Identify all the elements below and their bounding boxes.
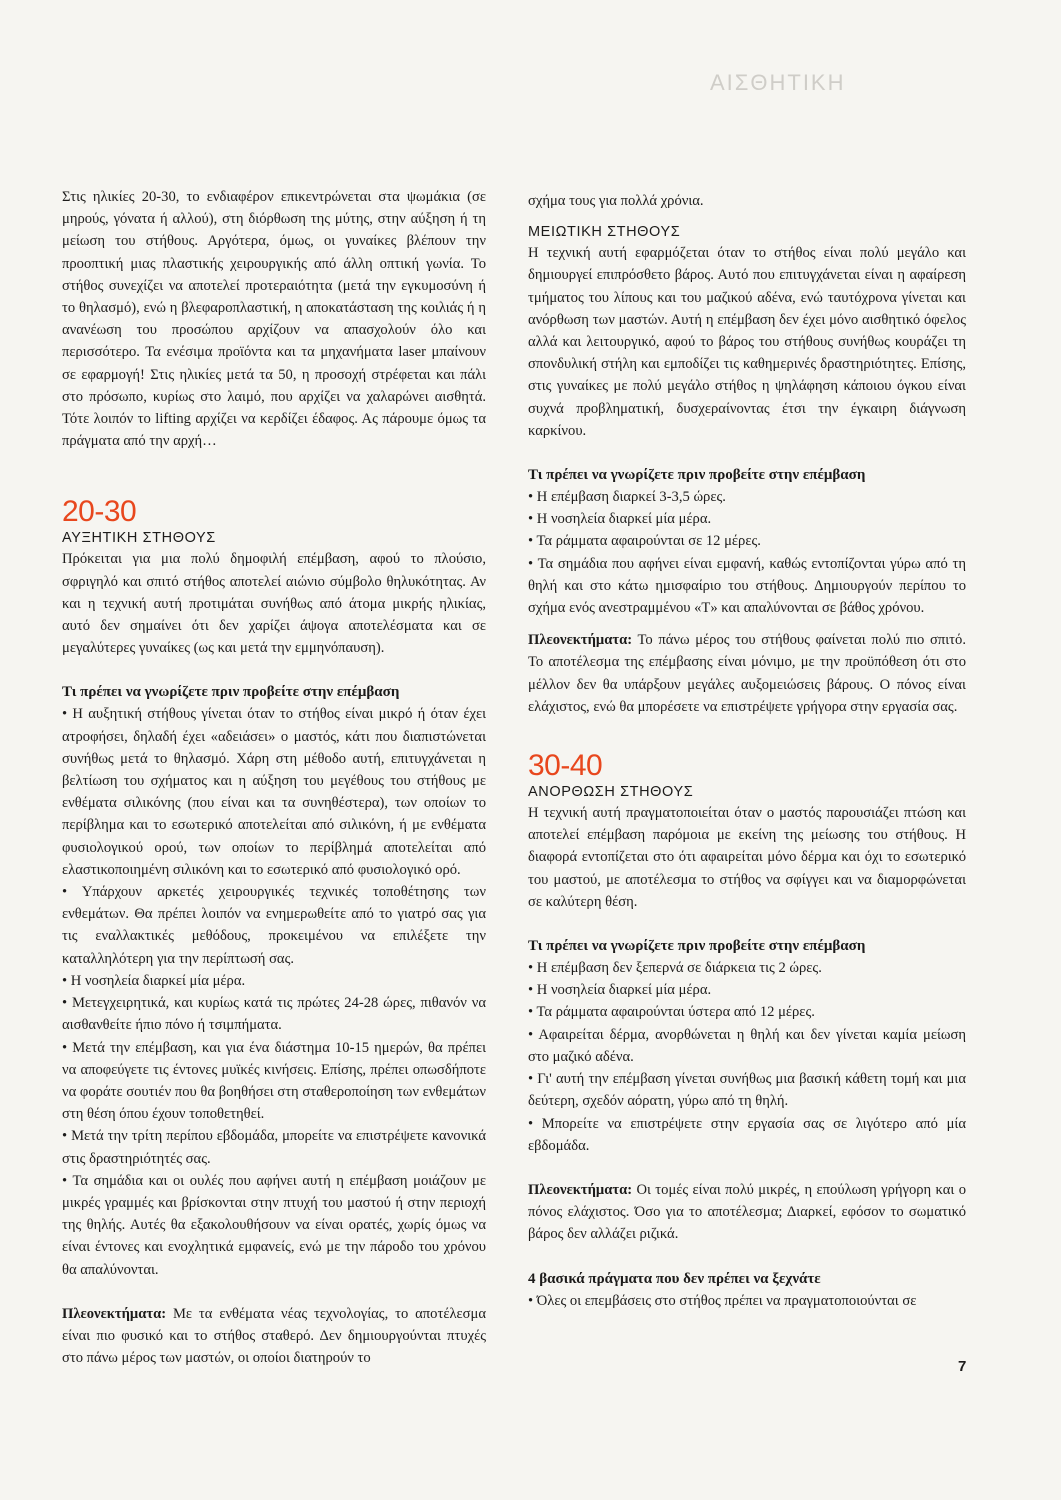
advantages-paragraph <box>528 629 966 718</box>
bullet-item: • Η επέμβαση δεν ξεπερνά σε διάρκεια τις 2 ώρες. <box>528 960 822 977</box>
advantages-label: Πλεονεκτήματα: <box>528 1181 633 1198</box>
bullet-item: • Τα ράμματα αφαιρούνται σε 12 μέρες. <box>528 533 761 550</box>
section-heading-reduction: ΜΕΙΩΤΙΚΗ ΣΤΗΘΟΥΣ <box>528 224 681 241</box>
bullet-item: • Η επέμβαση διαρκεί 3-3,5 ώρες. <box>528 489 726 506</box>
reduction-paragraph: Η τεχνική αυτή εφαρμόζεται όταν το στήθος είναι πολύ μεγάλο και δημιουργεί επιπρόσθετο βάρος. Αυτό που επιτυγχάνεται είναι η αφαίρεση τμήματος του λίπους και του μαζικού αδένα, ενώ ταυτόχρονα γίνεται και ανόρθωση των μαστών. Αυτή η επέμβαση δεν έχει μόνο αισθητικό όφελος αλλά και λειτουργικό, αφού το βάρος του στήθους συνήθως κουράζει τη σπονδυλική στήλη και εμποδίζει τις καθημερινές δραστηριότητες. Επίσης, στις γυναίκες με πολύ μεγάλο στήθος η ψηλάφηση κάποιου όγκου είναι συχνά προβληματική, δυσχεραίνοντας έτσι την έγκαιρη διάγνωση καρκίνου. <box>528 245 966 439</box>
subheading-before-procedure: Τι πρέπει να γνωρίζετε πριν προβείτε στην επέμβαση <box>62 684 400 701</box>
subheading-before-procedure: Τι πρέπει να γνωρίζετε πριν προβείτε στην επέμβαση <box>528 467 866 484</box>
subheading-before-procedure: Τι πρέπει να γνωρίζετε πριν προβείτε στην επέμβαση <box>528 938 866 955</box>
augmentation-paragraph: Πρόκειται για μια πολύ δημοφιλή επέμβαση, αφού το πλούσιο, σφριγηλό και σπιτό στήθος αποτελεί αιώνιο σύμβολο θηλυκότητας. Αν και η τεχνική αυτή προτιμάται συνήθως από άτομα μικρής ηλικίας, αυτό δεν σημαίνει ότι δεν χαρίζει άψογα αποτελέσματα και σε μεγαλύτερες γυναίκες (ως και μετά την εμμηνόπαυση). <box>62 551 486 657</box>
advantages-paragraph <box>528 1179 966 1246</box>
continuation-text: σχήμα τους για πολλά χρόνια. <box>528 193 704 209</box>
bullet-item: • Η νοσηλεία διαρκεί μία μέρα. <box>62 972 246 989</box>
page-number: 7 <box>958 1358 967 1375</box>
bullet-item: • Όλες οι επεμβάσεις στο στήθος πρέπει να πραγματοποιούνται σε <box>528 1292 917 1309</box>
right-column <box>528 190 966 1312</box>
bullet-item: • Τα ράμματα αφαιρούνται ύστερα από 12 μέρες. <box>528 1004 815 1021</box>
age-heading-20-30: 20-30 <box>62 495 137 529</box>
left-column <box>62 186 486 1369</box>
bullet-item: • Η νοσηλεία διαρκεί μία μέρα. <box>528 982 712 999</box>
advantages-label: Πλεονεκτήματα: <box>62 1305 167 1322</box>
section-heading-augmentation: ΑΥΞΗΤΙΚΗ ΣΤΗΘΟΥΣ <box>62 530 216 547</box>
bullet-item: • Μετά την τρίτη περίπου εβδομάδα, μπορείτε να επιστρέψετε κανονικά στις δραστηριότητές σας. <box>62 1128 486 1167</box>
bullet-item: • Γι' αυτή την επέμβαση γίνεται συνήθως μια βασική κάθετη τομή και μια δεύτερη, σχεδόν αόρατη, γύρω από τη θηλή. <box>528 1071 966 1110</box>
bullet-item: • Υπάρχουν αρκετές χειρουργικές τεχνικές τοποθέτησης των ενθεμάτων. Θα πρέπει λοιπόν να ενημερωθείτε από το γιατρό σας για τις εναλλακτικές μεθόδους, προκειμένου να επιλέξετε την καταλληλότερη για την περίπτωσή σας. <box>62 884 486 967</box>
lift-paragraph: Η τεχνική αυτή πραγματοποιείται όταν ο μαστός παρουσιάζει πτώση και αποτελεί επέμβαση παρόμοια με εκείνη της μείωσης του στήθους. Η διαφορά εντοπίζεται στο ότι αφαιρείται μόνο δέρμα και όχι το εσωτερικό του μαστού, με αποτέλεσμα το στήθος να σφίγγει και να διαμορφώνεται σε καλύτερη θέση. <box>528 805 966 910</box>
section-heading-lift: ΑΝΟΡΘΩΣΗ ΣΤΗΘΟΥΣ <box>528 784 694 801</box>
bullet-item: • Αφαιρείται δέρμα, ανορθώνεται η θηλή και δεν γίνεται καμία μείωση στο μαζικό αδένα. <box>528 1026 966 1065</box>
intro-paragraph: Στις ηλικίες 20-30, το ενδιαφέρον επικεντρώνεται στα ψωμάκια (σε μηρούς, γόνατα ή αλλού), στη διόρθωση της μύτης, στην αύξηση ή τη μείωση του στήθους. Αργότερα, όμως, οι γυναίκες βλέπουν την προοπτική μιας πλαστικής χειρουργικής από άλλη οπτική γωνία. Το στήθος συνεχίζει να αποτελεί προτεραιότητα (μετά την εγκυμοσύνη ή το θηλασμό), ενώ η βλεφαροπλαστική, η αποκατάσταση της κοιλιάς ή η ανανέωση του προσώπου αρχίζουν να απασχολούν όλο και περισσότερο. Τα ενέσιμα προϊόντα και τα μηχανήματα laser μπαίνουν σε εφαρμογή! Στις ηλικίες μετά τα 50, η προσοχή στρέφεται και πάλι στο πρόσωπο, κυρίως στο λαιμό, που αρχίζει να χαλαρώνει αισθητά. Τότε λοιπόν το lifting αρχίζει να κερδίζει έδαφος. Ας πάρουμε όμως τα πράγματα από την αρχή… <box>62 189 486 450</box>
advantages-paragraph <box>62 1303 486 1370</box>
subheading-four-things: 4 βασικά πράγματα που δεν πρέπει να ξεχνάτε <box>528 1270 821 1287</box>
age-heading-30-40: 30-40 <box>528 749 603 783</box>
advantages-text: Οι τομές είναι πολύ μικρές, η επούλωση γρήγορη και ο πόνος ελάχιστος. Όσο για το αποτέλεσμα; Διαρκεί, εφόσον το σωματικό βάρος δεν αλλάζει ριζικά. <box>528 1181 966 1243</box>
bullet-item: • Τα σημάδια που αφήνει είναι εμφανή, καθώς εντοπίζονται γύρω από τη θηλή και στο κάτω ημισφαίριο του στήθους. Δημιουργούν περίπου το σχήμα ενός ανεστραμμένου «Τ» και απαλύνονται σε βάθος χρόνου. <box>528 555 966 617</box>
advantages-label: Πλεονεκτήματα: <box>528 632 633 649</box>
bullet-item: • Η αυξητική στήθους γίνεται όταν το στήθος είναι μικρό ή όταν έχει ατροφήσει, δηλαδή έχει «αδειάσει» ο μαστός, κάτι που διαπιστώνεται συνήθως μετά το θηλασμό. Χάρη στη μέθοδο αυτή, επιτυγχάνεται η βελτίωση του σχήματος και η αύξηση του μεγέθους του στήθους με ενθέματα σιλικόνης (που είναι και τα συνηθέστερα), των οποίων το περίβλημα και το εσωτερικό αποτελείται από σιλικόνη, ή με ενθέματα φυσιολογικού ορού, των οποίων το περίβλημά αποτελείται από ελαστικοποιημένη σιλικόνη και το εσωτερικό από φυσιολογικό ορό. <box>62 706 486 878</box>
bullet-item: • Μετά την επέμβαση, και για ένα διάστημα 10-15 ημερών, θα πρέπει να αποφεύγετε τις έντονες μυϊκές κινήσεις. Επίσης, πρέπει οπωσδήποτε να φοράτε σουτιέν που θα βοηθήσει στη σταθεροποίηση των ενθεμάτων στη θέση όπου έχουν τοποθετηθεί. <box>62 1039 486 1123</box>
bullet-item: • Μπορείτε να επιστρέψετε στην εργασία σας σε λιγότερο από μία εβδομάδα. <box>528 1115 966 1154</box>
bullet-item: • Μετεγχειρητικά, και κυρίως κατά τις πρώτες 24-28 ώρες, πιθανόν να αισθανθείτε ήπιο πόνο ή τσιμπήματα. <box>62 995 486 1034</box>
header-ghost-text: ΑΙΣΘΗΤΙΚΗ <box>710 70 846 95</box>
advantages-text: Με τα ενθέματα νέας τεχνολογίας, το αποτέλεσμα είναι πιο φυσικό και το στήθος σταθερό. Δεν δημιουργούνται πτυχές στο πάνω μέρος των μαστών, οι οποίοι διατηρούν το <box>62 1305 486 1367</box>
advantages-text: Το πάνω μέρος του στήθους φαίνεται πολύ πιο σπιτό. Το αποτέλεσμα της επέμβασης είναι μόνιμο, με την προϋπόθεση ότι στο μέλλον δεν θα υπάρξουν μεγάλες αυξομειώσεις βάρους. Ο πόνος είναι ελάχιστος, ενώ θα μπορέσετε να επιστρέψετε γρήγορα στην εργασία σας. <box>528 632 966 715</box>
bullet-item: • Τα σημάδια και οι ουλές που αφήνει αυτή η επέμβαση μοιάζουν με μικρές γραμμές και βρίσκονται στην πτυχή του μαστού ή στην περιοχή της θηλής. Αυτές θα εξακολουθήσουν να είναι ορατές, χωρίς όμως να είναι έντονες και ενοχλητικά εμφανείς, ενώ με την πάροδο του χρόνου θα απαλύνονται. <box>62 1172 486 1278</box>
bullet-item: • Η νοσηλεία διαρκεί μία μέρα. <box>528 511 712 528</box>
